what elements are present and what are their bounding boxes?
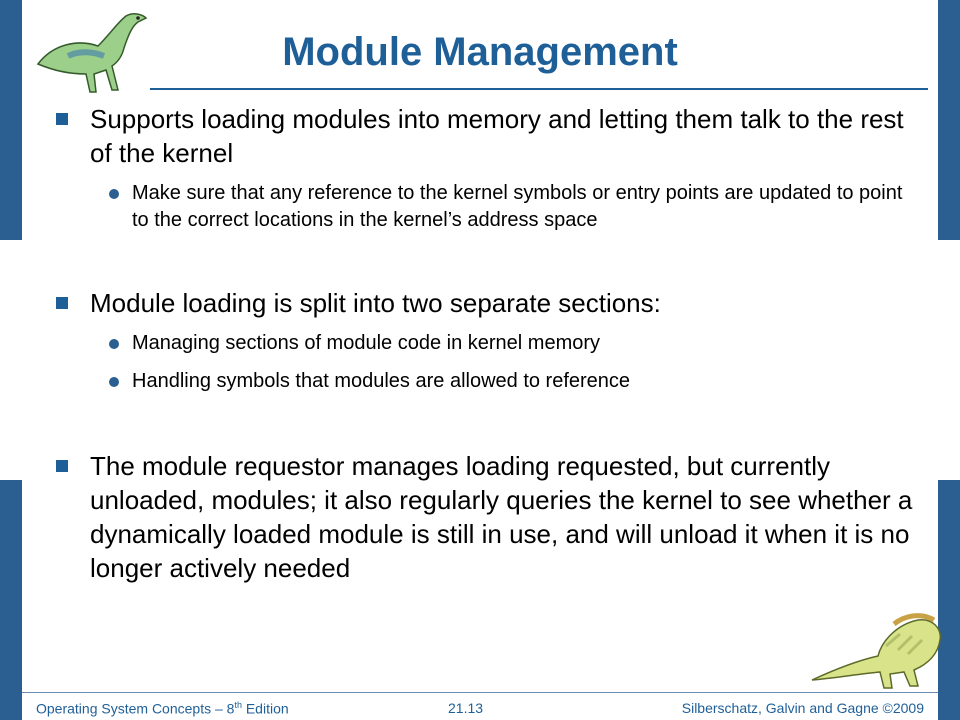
footer-course-suffix: Edition [241,700,289,717]
square-bullet-icon [56,297,68,309]
slide-content [52,98,912,585]
sub-bullet-text: Make sure that any reference to the kernel symbols or entry points are updated to point to the correct locations in the kernel’s address space [132,182,903,231]
footer-course [36,700,289,717]
bullet [52,449,920,585]
round-bullet-icon [109,377,119,387]
bullet-text: Supports loading modules into memory and letting them talk to the rest of the kernel [90,104,904,168]
round-bullet-icon [109,189,119,199]
footer-authors: Silberschatz, Galvin and Gagne ©2009 [681,700,924,716]
bullet-text: Module loading is split into two separate sections: [90,288,661,318]
page-number: 21.13 [448,700,484,716]
footer-course-sup: th [234,700,242,710]
footer-course-prefix: Operating System Concepts – 8 [36,700,235,717]
square-bullet-icon [56,460,68,472]
bullet [52,102,912,170]
sub-bullet-text: Handling symbols that modules are allowed to reference [132,370,631,392]
footer-divider [22,692,938,693]
bullet-text: The module requestor manages loading requested, but currently unloaded, modules; it also regularly queries the kernel to see whether a dynamically loaded module is still in use, and will unload it when it is no longer actively needed [90,451,913,583]
square-bullet-icon [56,113,68,125]
dinosaur-icon [28,4,158,96]
sub-bullet [52,368,912,395]
left-decor-bar [0,0,22,720]
sub-bullet [52,330,912,357]
round-bullet-icon [109,339,119,349]
sub-bullet-text: Managing sections of module code in kernel memory [132,332,601,354]
bullet [52,286,912,320]
title-divider [150,88,928,90]
sub-bullet [52,180,912,234]
page-title: Module Management [282,30,678,74]
dinosaur-icon [808,610,948,692]
